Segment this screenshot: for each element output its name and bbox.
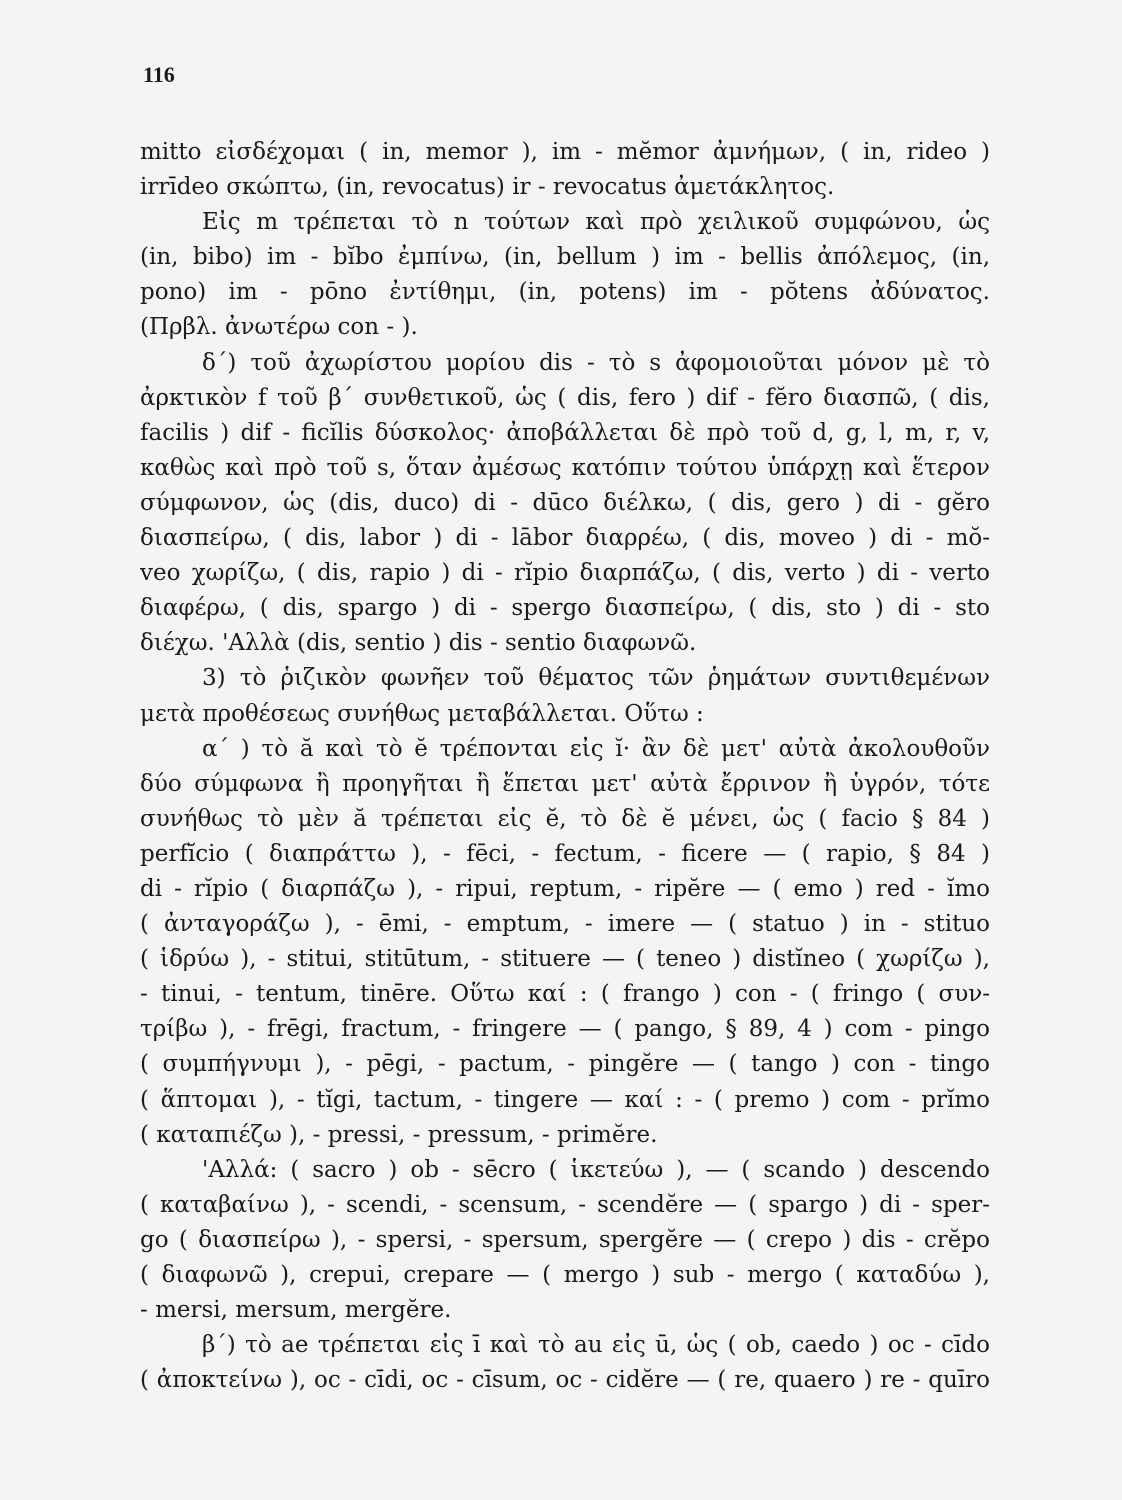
- text-line: διασπείρω, ( dis, labor ) di - lābor διαρρέω, ( dis, moveo ) di - mŏ-: [140, 525, 990, 552]
- text-line: ( ἱδρύω ), - stitui, stitūtum, - stituere — ( teneo ) distĭneo ( χωρίζω ),: [140, 946, 990, 973]
- text-line: ( καταβαίνω ), - scendi, - scensum, - scendĕre — ( spargo ) di - sper-: [140, 1191, 990, 1218]
- text-line: ( καταπιέζω ), - pressi, - pressum, - primĕre.: [140, 1121, 658, 1148]
- text-line: (in, bibo) im - bĭbo ἐμπίνω, (in, bellum ) im - bellis ἀπόλεμος, (in,: [140, 244, 990, 271]
- text-line: facilis ) dif - ficĭlis δύσκολος· ἀποβάλλεται δὲ πρὸ τοῦ d, g, l, m, r, v,: [140, 419, 990, 446]
- text-line: τρίβω ), - frēgi, fractum, - fringere — ( pango, § 89, 4 ) com - pingo: [140, 1016, 990, 1043]
- text-line: ἀρκτικὸν f τοῦ β΄ συνθετικοῦ, ὡς ( dis, fero ) dif - fĕro διασπῶ, ( dis,: [140, 384, 990, 411]
- text-line: perfĭcio ( διαπράττω ), - fēci, - fectum, - ficere — ( rapio, § 84 ): [140, 840, 990, 867]
- text-line: μετὰ προθέσεως συνήθως μεταβάλλεται. Οὕτω :: [140, 700, 704, 727]
- text-line: mitto εἰσδέχομαι ( in, memor ), im - mĕmor ἀμνήμων, ( in, rideo ): [140, 139, 990, 165]
- paragraph-first-line: β΄) τὸ ae τρέπεται εἰς ī καὶ τὸ au εἰς ū, ὡς ( ob, caedo ) oc - cīdo: [202, 1332, 990, 1359]
- text-line: pono) im - pōno ἐντίθημι, (in, potens) im - pŏtens ἀδύνατος.: [140, 279, 990, 306]
- text-line: ( συμπήγνυμι ), - pēgi, - pactum, - pingĕre — ( tango ) con - tingo: [140, 1051, 990, 1078]
- paragraph-first-line: δ΄) τοῦ ἀχωρίστου μορίου dis - τὸ s ἀφομοιοῦται μόνον μὲ τὸ: [202, 349, 990, 376]
- text-line: veo χωρίζω, ( dis, rapio ) di - rĭpio διαρπάζω, ( dis, verto ) di - verto: [140, 560, 990, 587]
- text-line: ( ἅπτομαι ), - tĭgi, tactum, - tingere — καί : - ( premo ) com - prĭmo: [140, 1086, 990, 1113]
- text-line: go ( διασπείρω ), - spersi, - spersum, spergĕre — ( crepo ) dis - crĕpo: [140, 1226, 990, 1253]
- paragraph-first-line: α΄ ) τὸ ă καὶ τὸ ĕ τρέπονται εἰς ĭ· ἂν δὲ μετ' αὐτὰ ἀκολουθοῦν: [202, 735, 990, 762]
- paragraph-first-line: Εἰς m τρέπεται τὸ n τούτων καὶ πρὸ χειλικοῦ συμφώνου, ὡς: [202, 209, 990, 236]
- text-line: καθὼς καὶ πρὸ τοῦ s, ὅταν ἀμέσως κατόπιν τούτου ὑπάρχῃ καὶ ἕτερον: [140, 454, 990, 481]
- text-line: (Πρβλ. ἀνωτέρω con - ).: [140, 314, 418, 341]
- text-line: - mersi, mersum, mergĕre.: [140, 1297, 452, 1324]
- text-line: ( ἀποκτείνω ), oc - cīdi, oc - cīsum, oc - cidĕre — ( re, quaero ) re - quīro: [140, 1367, 990, 1394]
- paragraph-first-line: 3) τὸ ῥιζικὸν φωνῆεν τοῦ θέματος τῶν ῥημάτων συντιθεμένων: [202, 665, 990, 692]
- text-line: διέχω. 'Αλλὰ (dis, sentio ) dis - sentio διαφωνῶ.: [140, 630, 697, 657]
- text-body: [140, 135, 990, 1398]
- page-number: 116: [143, 62, 175, 87]
- text-line: διαφέρω, ( dis, spargo ) di - spergo διασπείρω, ( dis, sto ) di - sto: [140, 595, 990, 622]
- text-line: συνήθως τὸ μὲν ă τρέπεται εἰς ĕ, τὸ δὲ ĕ μένει, ὡς ( facio § 84 ): [140, 805, 990, 832]
- paragraph-first-line: 'Αλλά: ( sacro ) ob - sēcro ( ἱκετεύω ), — ( scando ) descendo: [202, 1156, 990, 1183]
- text-line: - tinui, - tentum, tinēre. Οὕτω καί : ( frango ) con - ( fringo ( συν-: [140, 981, 990, 1008]
- text-line: ( διαφωνῶ ), crepui, crepare — ( mergo ) sub - mergo ( καταδύω ),: [140, 1262, 990, 1288]
- text-line: di - rĭpio ( διαρπάζω ), - ripui, reptum, - ripĕre — ( emo ) red - ĭmo: [140, 875, 990, 902]
- text-line: ( ἀνταγοράζω ), - ēmi, - emptum, - imere — ( statuo ) in - stituo: [140, 911, 990, 938]
- text-line: σύμφωνον, ὡς (dis, duco) di - dūco διέλκω, ( dis, gero ) di - gĕro: [140, 489, 990, 516]
- text-line: irrīdeo σκώπτω, (in, revocatus) ir - revocatus ἀμετάκλητος.: [140, 174, 835, 201]
- text-line: δύο σύμφωνα ἢ προηγῆται ἢ ἕπεται μετ' αὐτὰ ἔρρινον ἢ ὑγρόν, τότε: [140, 770, 990, 797]
